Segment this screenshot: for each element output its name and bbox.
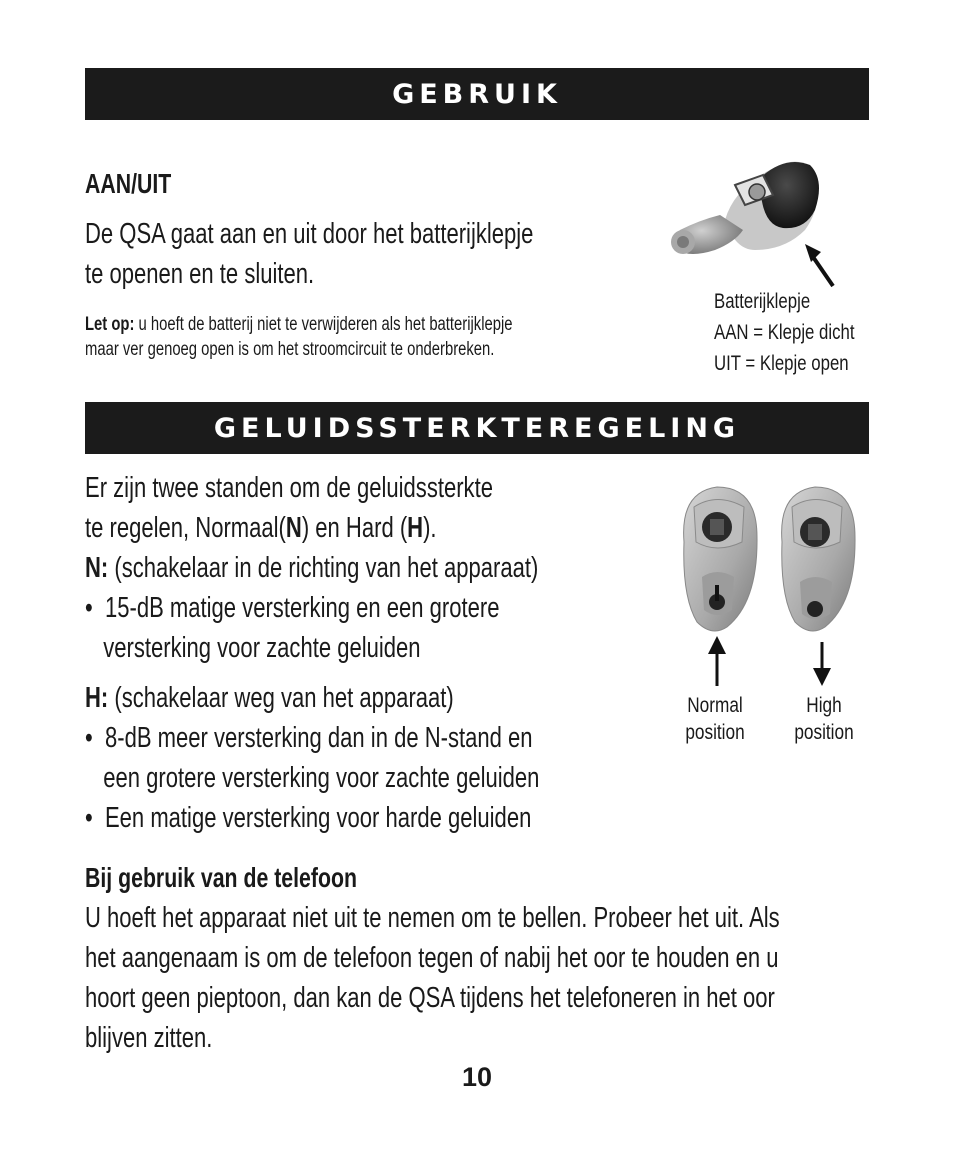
note: [85, 312, 633, 362]
h-bullet: • Een matige versterking voor harde geluiden: [85, 802, 532, 834]
body-line: te openen en te sluiten.: [85, 258, 315, 290]
switch-positions-image: [672, 482, 872, 692]
intro-line: Er zijn twee standen om de geluidssterkte: [85, 472, 493, 504]
page-number: 10: [461, 1062, 493, 1092]
n-bullet: • 15-dB matige versterking en een grotere: [85, 592, 500, 624]
section-header-text: GEBRUIK: [392, 78, 562, 110]
note-label: Let op:: [85, 314, 135, 335]
section-header-geluidssterkteregeling: [85, 402, 869, 454]
body-line: De QSA gaat aan en uit door het batterijklepje: [85, 218, 534, 250]
volume-text: [85, 468, 683, 838]
caption-line: Batterijklepje: [714, 290, 811, 313]
note-text: u hoeft de batterij niet te verwijderen als het batterijklepje: [134, 314, 513, 335]
normal-position-label: Normal position: [685, 694, 745, 744]
h-mode-line: H: (schakelaar weg van het apparaat): [85, 682, 454, 714]
bullet-glyph: •: [85, 802, 93, 834]
caption-line: UIT = Klepje open: [714, 352, 849, 375]
intro-line: te regelen, Normaal(N) en Hard (H).: [85, 512, 437, 544]
n-mode-line: N: (schakelaar in de richting van het apparaat): [85, 552, 539, 584]
body-line: blijven zitten.: [85, 1022, 213, 1054]
section-header-gebruik: [85, 68, 869, 120]
h-bullet-cont: een grotere versterking voor zachte geluiden: [103, 762, 540, 794]
bullet-glyph: •: [85, 592, 93, 624]
high-position-label: High position: [794, 694, 854, 744]
bullet-glyph: •: [85, 722, 93, 754]
caption-line: AAN = Klepje dicht: [714, 321, 855, 344]
body-line: hoort geen pieptoon, dan kan de QSA tijdens het telefoneren in het oor: [85, 982, 775, 1014]
h-bullet: • 8-dB meer versterking dan in de N-stand en: [85, 722, 533, 754]
n-label: N:: [85, 552, 109, 584]
telephone-body: [85, 898, 954, 1058]
note-text: maar ver genoeg open is om het stroomcircuit te onderbreken.: [85, 339, 495, 360]
body-line: het aangenaam is om de telefoon tegen of nabij het oor te houden en u: [85, 942, 779, 974]
battery-door-caption: [714, 286, 890, 379]
n-bullet-cont: versterking voor zachte geluiden: [103, 632, 421, 664]
aan-uit-body: [85, 214, 675, 294]
section-header-text: GELUIDSSTERKTEREGELING: [213, 412, 741, 444]
h-label: H:: [85, 682, 109, 714]
hearing-aid-battery-door-image: [665, 150, 845, 290]
body-line: U hoeft het apparaat niet uit te nemen om te bellen. Probeer het uit. Als: [85, 902, 780, 934]
telephone-heading: Bij gebruik van de telefoon: [85, 862, 357, 893]
subheading-aan-uit: AAN/UIT: [85, 168, 172, 199]
